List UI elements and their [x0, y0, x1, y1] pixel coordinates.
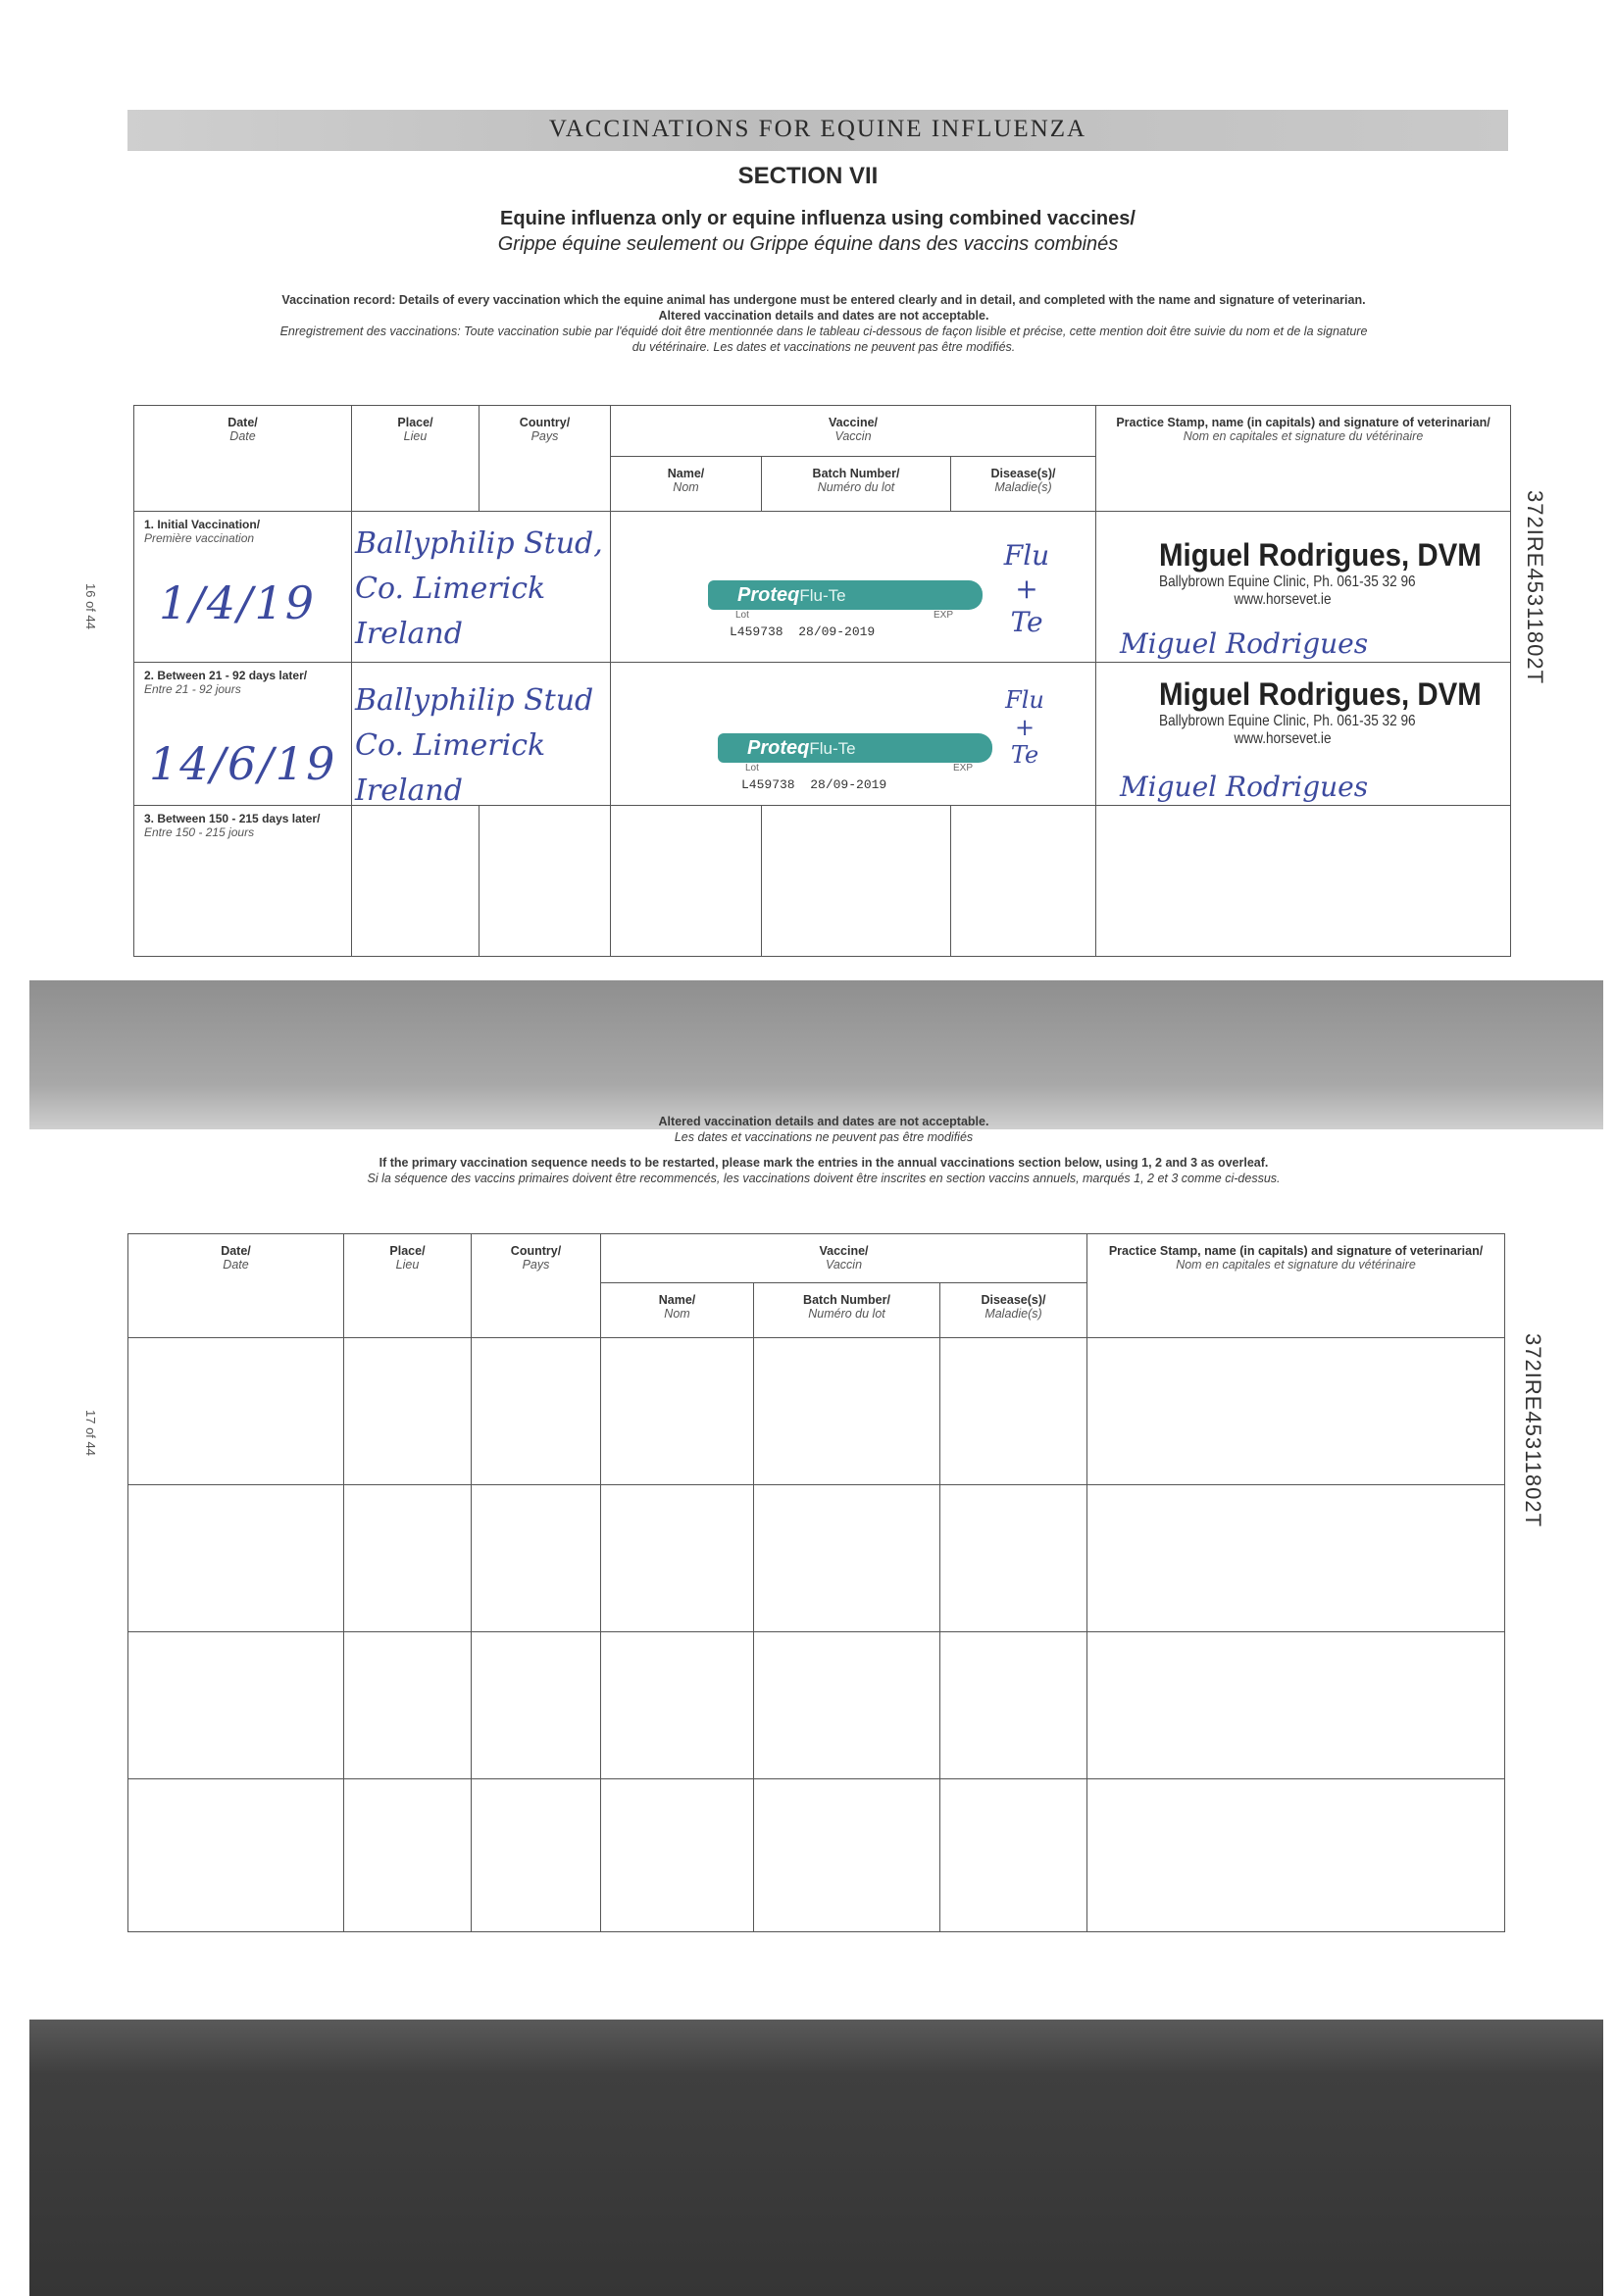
- col-batch-header: Batch Number/ Numéro du lot: [762, 457, 951, 512]
- col-stamp-header: Practice Stamp, name (in capitals) and signature of veterinarian/ Nom en capitales et signature du vétérinaire: [1087, 1234, 1505, 1338]
- expiry-date: 28/09-2019: [798, 624, 876, 639]
- lower-note-en-2: If the primary vaccination sequence needs to be restarted, please mark the entries in the annual vaccinations section below, using 1, 2 and 3 as overleaf.: [379, 1156, 1269, 1170]
- restart-vaccination-table: [127, 1233, 1505, 1932]
- place-entry-1: Ballyphilip Stud, Co. Limerick Ireland: [355, 526, 603, 651]
- stamp-cell-3: [1096, 806, 1511, 957]
- subtitle-english: Equine influenza only or equine influenza using combined vaccines/: [500, 208, 1136, 229]
- col-place-header: Place/ Lieu: [344, 1234, 472, 1338]
- table-row: [128, 1485, 1505, 1632]
- lower-note-fr-1: Les dates et vaccinations ne peuvent pas être modifiés: [674, 1130, 974, 1144]
- vaccine-label-1: [708, 580, 983, 639]
- instruction-en-1: Vaccination record: Details of every vaccination which the equine animal has undergone must be entered clearly and in detail, and completed with the name and signature of veterinarian.: [281, 293, 1366, 307]
- clinic-line: Ballybrown Equine Clinic, Ph. 061-35 32 96: [1159, 574, 1416, 590]
- table-row: [128, 1632, 1505, 1779]
- col-country-header: Country/ Pays: [472, 1234, 601, 1338]
- col-name-header: Name/ Nom: [601, 1283, 754, 1338]
- disease-cell-3: [951, 806, 1096, 957]
- col-stamp-header: Practice Stamp, name (in capitals) and signature of veterinarian/ Nom en capitales et signature du vétérinaire: [1096, 406, 1511, 512]
- vaccine-brand-bar: ProteqFlu-Te: [718, 733, 992, 763]
- vaccine-label-2: [718, 733, 992, 792]
- col-date-header: Date/ Date: [128, 1234, 344, 1338]
- table-row: [128, 1779, 1505, 1932]
- table-row: [134, 806, 1511, 957]
- col-disease-header: Disease(s)/ Maladie(s): [940, 1283, 1087, 1338]
- subtitle-french: Grippe équine seulement ou Grippe équine dans des vaccins combinés: [497, 233, 1119, 255]
- vet-name: Miguel Rodrigues, DVM: [1159, 537, 1482, 573]
- passport-code-lower: 372IRE45311802T: [1521, 1333, 1545, 1528]
- row-label-3: 3. Between 150 - 215 days later/ Entre 150 - 215 jours: [134, 806, 352, 957]
- lower-instructions: [137, 1114, 1510, 1186]
- disease-entry-1: Flu + Te: [1003, 539, 1050, 638]
- vaccine-brand-bar: ProteqFlu-Te: [708, 580, 983, 610]
- col-batch-header: Batch Number/ Numéro du lot: [754, 1283, 940, 1338]
- col-date-header: Date/ Date: [134, 406, 352, 512]
- page-number-16: 16 of 44: [83, 583, 98, 629]
- exp-label: EXP: [952, 763, 973, 774]
- lower-note-en-1: Altered vaccination details and dates are not acceptable.: [658, 1115, 989, 1128]
- col-vaccine-header: Vaccine/ Vaccin: [601, 1234, 1087, 1283]
- disease-entry-2: Flu + Te: [1005, 686, 1044, 769]
- country-cell-3: [480, 806, 611, 957]
- page-number-17: 17 of 44: [83, 1410, 98, 1456]
- clinic-line: Ballybrown Equine Clinic, Ph. 061-35 32 96: [1159, 713, 1416, 729]
- batch-cell-3: [762, 806, 951, 957]
- name-cell-3: [611, 806, 762, 957]
- col-disease-header: Disease(s)/ Maladie(s): [951, 457, 1096, 512]
- lot-label: Lot: [735, 610, 749, 621]
- exp-label: EXP: [933, 610, 953, 621]
- vet-name: Miguel Rodrigues, DVM: [1159, 676, 1482, 712]
- place-entry-2: Ballyphilip Stud Co. Limerick Ireland: [355, 683, 594, 808]
- expiry-date: 28/09-2019: [810, 777, 887, 792]
- lower-note-fr-2: Si la séquence des vaccins primaires doivent être recommencés, les vaccinations doivent être inscrites en section vaccins annuels, marqués 1, 2 et 3 comme ci-dessus.: [367, 1172, 1281, 1185]
- page-title: VACCINATIONS FOR EQUINE INFLUENZA: [548, 116, 1087, 142]
- date-entry-1: 1/4/19: [159, 576, 317, 629]
- row-label-2: 2. Between 21 - 92 days later/ Entre 21 - 92 jours: [134, 663, 352, 806]
- place-cell-3: [352, 806, 480, 957]
- batch-number: L459738: [730, 624, 783, 639]
- batch-number: L459738: [741, 777, 795, 792]
- col-vaccine-header: Vaccine/ Vaccin: [611, 406, 1096, 457]
- date-entry-2: 14/6/19: [149, 737, 337, 790]
- scan-shadow-band: [29, 980, 1603, 1129]
- instructions: [137, 292, 1510, 355]
- vet-signature-1: Miguel Rodrigues: [1120, 627, 1369, 660]
- vet-signature-2: Miguel Rodrigues: [1120, 771, 1369, 803]
- scan-dark-footer: [29, 2020, 1603, 2296]
- website-line: www.horsevet.ie: [1234, 591, 1332, 608]
- instruction-en-2: Altered vaccination details and dates are not acceptable.: [658, 309, 989, 323]
- vet-stamp-1: [1159, 537, 1512, 609]
- website-line: www.horsevet.ie: [1234, 730, 1332, 747]
- vet-stamp-2: [1159, 676, 1512, 748]
- lot-label: Lot: [745, 763, 759, 774]
- instruction-fr-2: du vétérinaire. Les dates et vaccinations ne peuvent pas être modifiés.: [631, 340, 1016, 354]
- section-title: SECTION VII: [737, 163, 879, 189]
- passport-code-upper: 372IRE45311802T: [1523, 490, 1547, 685]
- col-name-header: Name/ Nom: [611, 457, 762, 512]
- col-place-header: Place/ Lieu: [352, 406, 480, 512]
- table-row: [128, 1338, 1505, 1485]
- instruction-fr-1: Enregistrement des vaccinations: Toute vaccination subie par l'équidé doit être mentionnée dans le tableau ci-dessous de façon lisible et précise, cette mention doit être suivie du nom et de la signature: [279, 324, 1368, 338]
- col-country-header: Country/ Pays: [480, 406, 611, 512]
- row-label-1: 1. Initial Vaccination/ Première vaccination: [134, 512, 352, 663]
